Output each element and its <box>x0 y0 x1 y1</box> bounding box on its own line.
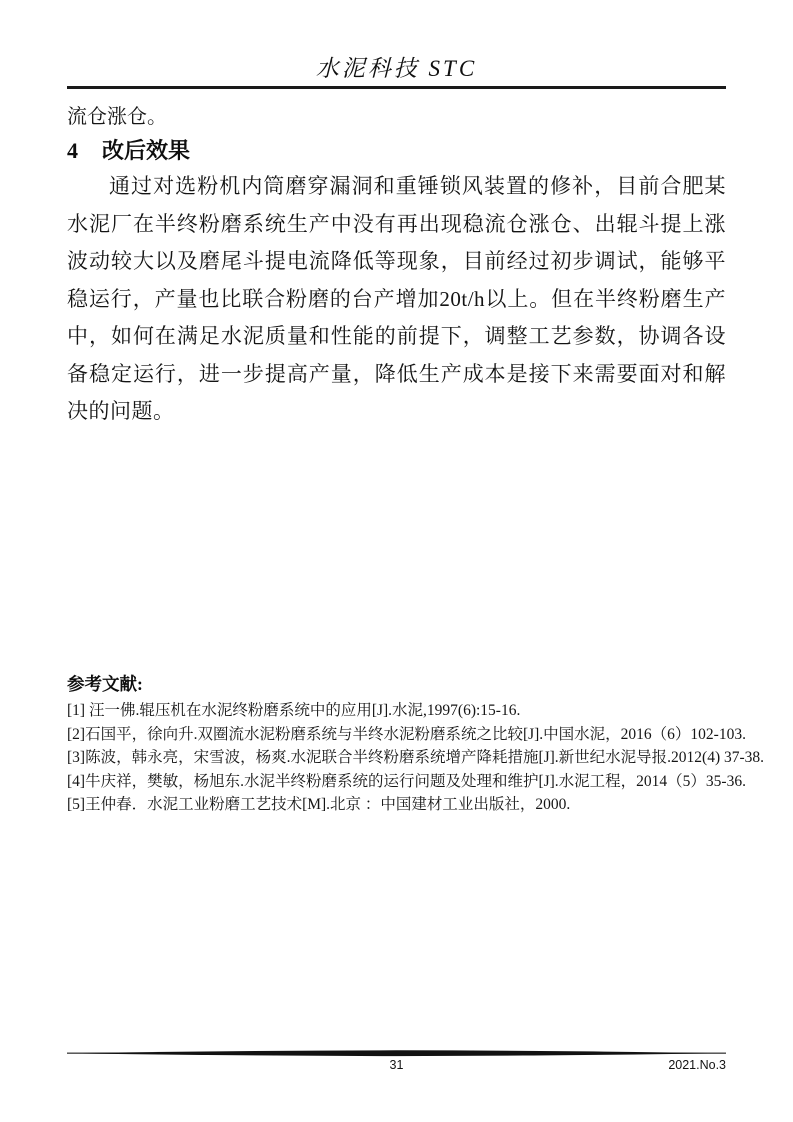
header-rule <box>67 86 726 89</box>
reference-item: [2]石国平，徐向升.双圈流水泥粉磨系统与半终水泥粉磨系统之比较[J].中国水泥，2016（6）102-103. <box>67 725 746 743</box>
references-heading: 参考文献: <box>67 674 143 694</box>
reference-item: [1] 汪一佛.辊压机在水泥终粉磨系统中的应用[J].水泥,1997(6):15-16. <box>67 702 521 719</box>
page-number: 31 <box>389 1058 404 1072</box>
section-number: 4 <box>67 138 78 163</box>
body-paragraph: 通过对选粉机内筒磨穿漏洞和重锤锁风装置的修补，目前合肥某水泥厂在半终粉磨系统生产中没有再出现稳流仓涨仓、出辊斗提上涨波动较大以及磨尾斗提电流降低等现象，目前经过初步调试，能够平稳运行，产量也比联合粉磨的台产增加20t/h以上。但在半终粉磨生产中，如何在满足水泥质量和性能的前提下，调整工艺参数，协调各设备稳定运行，进一步提高产量，降低生产成本是接下来需要面对和解决的问题。 <box>67 174 726 423</box>
reference-item: [5]王仲春．水泥工业粉磨工艺技术[M].北京 ：中国建材工业出版社，2000. <box>67 796 571 813</box>
section-heading <box>67 134 726 165</box>
section-title: 改后效果 <box>102 138 191 163</box>
journal-title: 水泥科技 STC <box>315 56 478 81</box>
footer-rule <box>67 1049 726 1058</box>
page-footer <box>67 1058 726 1076</box>
carryover-text: 流仓涨仓。 <box>67 106 167 128</box>
reference-item: [4]牛庆祥，樊敏，杨旭东.水泥半终粉磨系统的运行问题及处理和维护[J].水泥工程，2014（5）35-36. <box>67 772 746 790</box>
issue-label: 2021.No.3 <box>668 1058 726 1072</box>
references-list <box>67 699 767 817</box>
reference-item: [3]陈波，韩永亮，宋雪波，杨爽.水泥联合半终粉磨系统增产降耗措施[J].新世纪水泥导报.2012(4) 37-38. <box>67 749 765 766</box>
